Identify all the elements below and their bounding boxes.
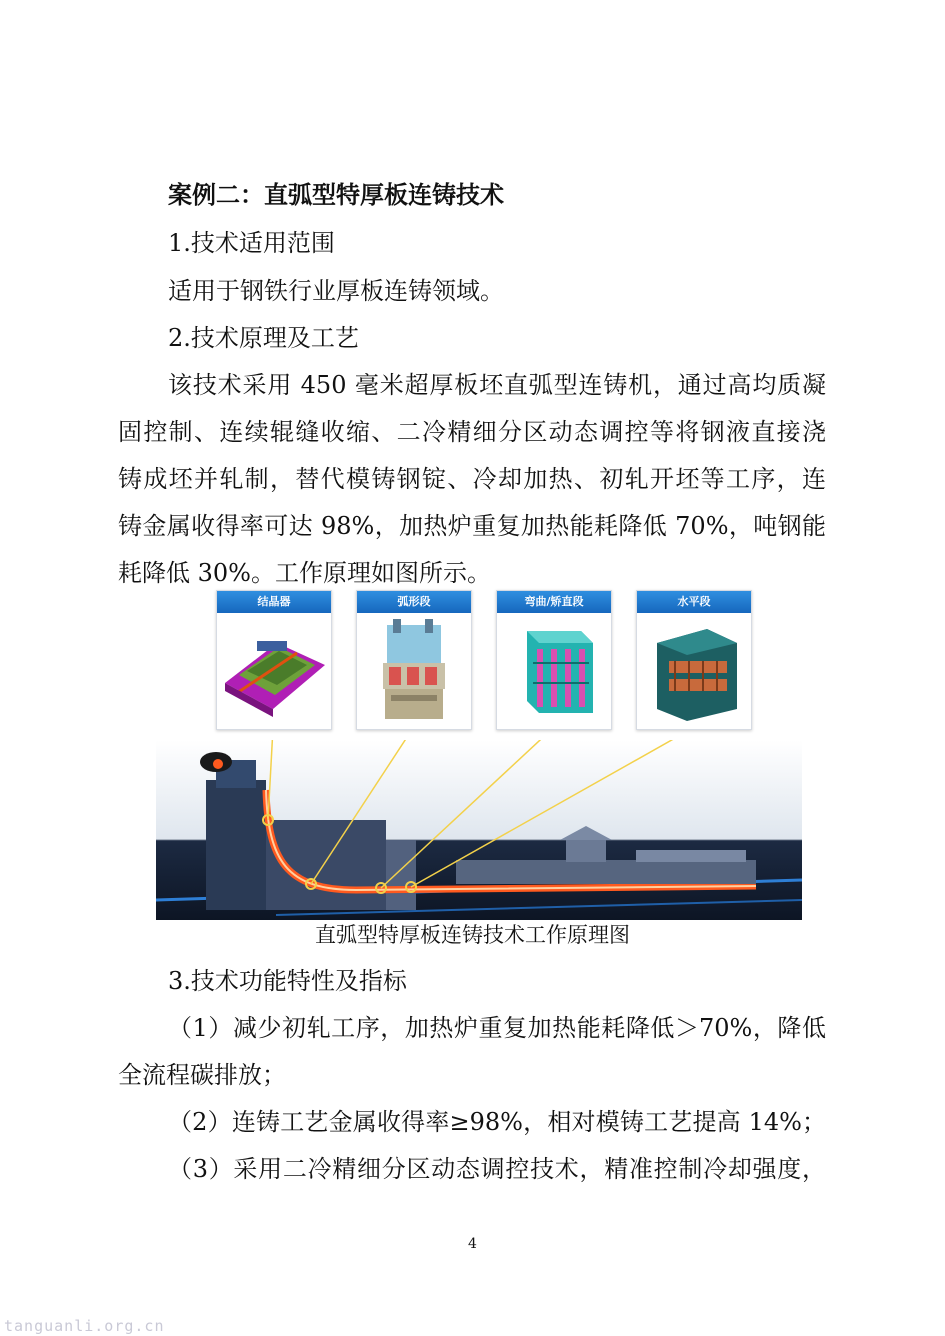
section-1-title: 1.技术适用范围 [168, 229, 335, 257]
section-3-item-2: （2）连铸工艺金属收得率≥98%，相对模铸工艺提高 14%； [168, 1108, 826, 1136]
section-2-line-1: 该技术采用 450 毫米超厚板坯直弧型连铸机，通过高均质凝 [168, 371, 826, 399]
section-2-line-4: 铸金属收得率可达 98%，加热炉重复加热能耗降低 70%，吨钢能 [118, 512, 826, 540]
card-horizontal-segment [636, 590, 752, 730]
page-number: 4 [468, 1236, 477, 1252]
section-3-item-3: （3）采用二冷精细分区动态调控技术，精准控制冷却强度， [168, 1155, 826, 1183]
section-2-line-5: 耗降低 30%。工作原理如图所示。 [118, 559, 491, 587]
card-bending-straightening [496, 590, 612, 730]
section-3-title: 3.技术功能特性及指标 [168, 967, 407, 995]
card-mold [216, 590, 332, 730]
section-3-item-1-line-2: 全流程碳排放； [118, 1061, 286, 1089]
section-1-text: 适用于钢铁行业厚板连铸领域。 [168, 277, 504, 305]
mold-icon [217, 613, 331, 729]
card-arc-segment-label: 弧形段 [357, 591, 471, 613]
figure-caption: 直弧型特厚板连铸技术工作原理图 [315, 923, 630, 947]
caster-diagram [156, 590, 802, 920]
horizontal-segment-icon [637, 613, 751, 729]
section-2-line-2: 固控制、连续辊缝收缩、二冷精细分区动态调控等将钢液直接浇 [118, 418, 826, 446]
card-bending-label: 弯曲/矫直段 [497, 591, 611, 613]
case-heading: 案例二：直弧型特厚板连铸技术 [168, 181, 504, 209]
caster-plant-illustration [156, 740, 802, 920]
section-3-item-1-line-1: （1）减少初轧工序，加热炉重复加热能耗降低＞70%，降低 [168, 1014, 826, 1042]
arc-segment-icon [357, 613, 471, 729]
card-mold-label: 结晶器 [217, 591, 331, 613]
card-horizontal-label: 水平段 [637, 591, 751, 613]
card-arc-segment [356, 590, 472, 730]
section-2-title: 2.技术原理及工艺 [168, 324, 359, 352]
bending-straightening-icon [497, 613, 611, 729]
watermark-text: tanguanli.org.cn [4, 1317, 165, 1335]
section-2-line-3: 铸成坯并轧制，替代模铸钢锭、冷却加热、初轧开坯等工序，连 [118, 465, 826, 493]
